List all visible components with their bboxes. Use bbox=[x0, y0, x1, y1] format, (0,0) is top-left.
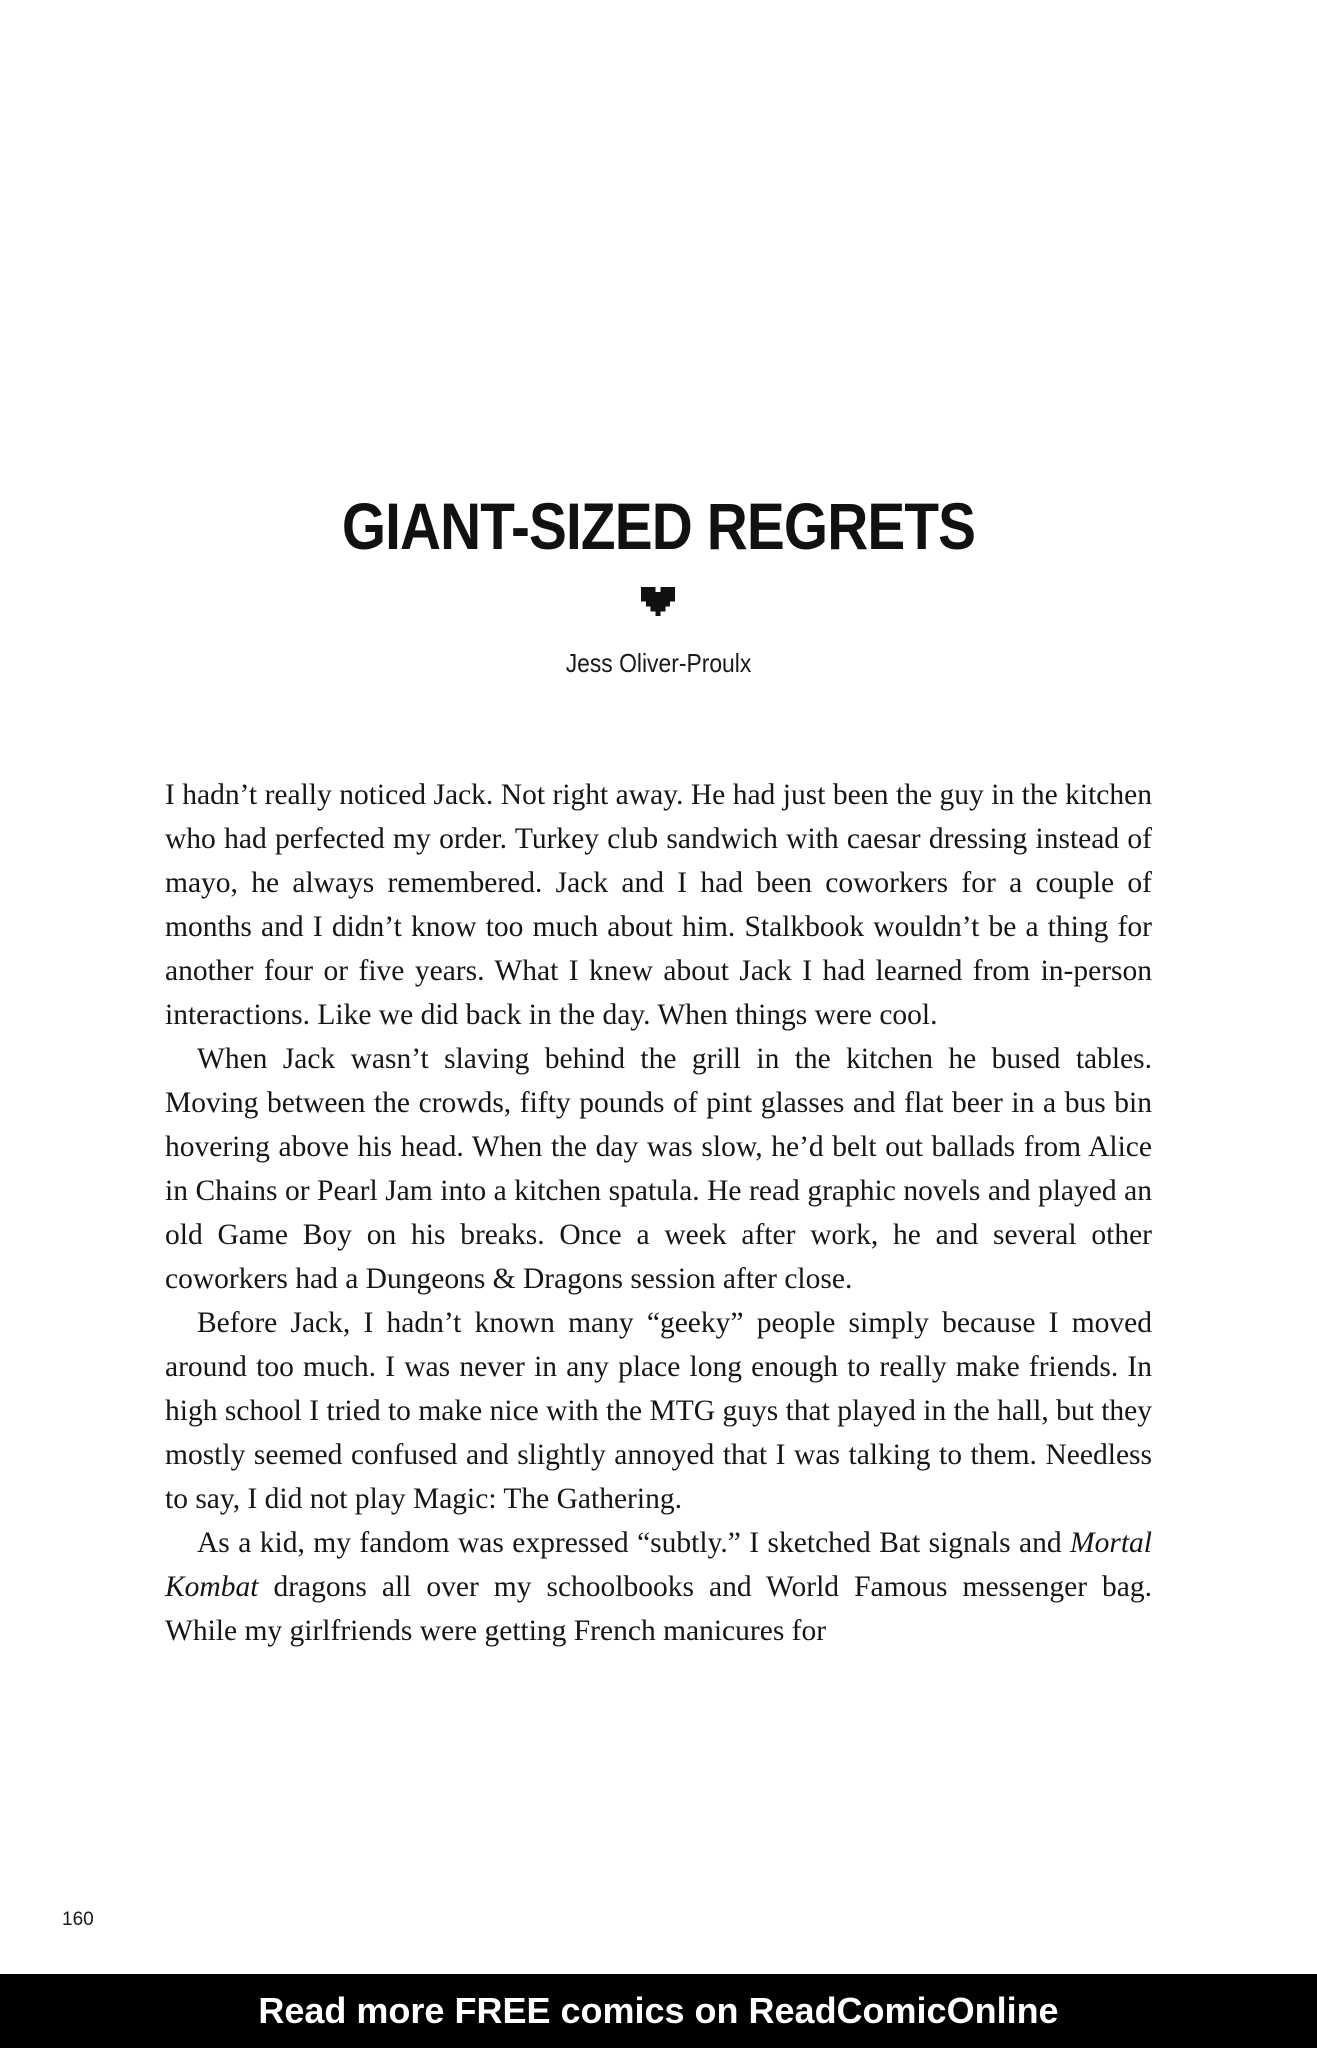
paragraph-4-text-end: dragons all over my schoolbooks and World Famous messenger bag. While my girlfriends were getting French manicures for bbox=[165, 1571, 1152, 1647]
story-body bbox=[165, 773, 1152, 1653]
paragraph-4 bbox=[165, 1521, 1152, 1653]
story-title: GIANT-SIZED REGRETS bbox=[341, 489, 976, 563]
paragraph-3: Before Jack, I hadn’t known many “geeky” people simply because I moved around too much. I was never in any place long enough to really make friends. In high school I tried to make nice with the MTG guys that played in the hall, but they mostly seemed confused and slightly annoyed that I was talking to them. Needless to say, I did not play Magic: The Gathering. bbox=[165, 1307, 1152, 1515]
paragraph-4-text-start: As a kid, my fandom was expressed “subtly.” I sketched Bat signals and bbox=[197, 1527, 1071, 1559]
pixel-heart-icon bbox=[641, 587, 675, 621]
promo-banner-link[interactable]: Read more FREE comics on ReadComicOnline bbox=[0, 1974, 1317, 2048]
page-number: 160 bbox=[62, 1909, 94, 1930]
story-author: Jess Oliver-Proulx bbox=[565, 648, 752, 678]
paragraph-1: I hadn’t really noticed Jack. Not right away. He had just been the guy in the kitchen who had perfected my order. Turkey club sandwich with caesar dressing instead of mayo, he always remembered. Jack and I had been coworkers for a couple of months and I didn’t know too much about him. Stalkbook wouldn’t be a thing for another four or five years. What I knew about Jack I had learned from in-person interactions. Like we did back in the day. When things were cool. bbox=[165, 779, 1152, 1031]
paragraph-4-italic-title: Mortal Kombat bbox=[165, 1527, 1152, 1603]
paragraph-2: When Jack wasn’t slaving behind the grill in the kitchen he bused tables. Moving between the crowds, fifty pounds of pint glasses and flat beer in a bus bin hovering above his head. When the day was slow, he’d belt out ballads from Alice in Chains or Pearl Jam into a kitchen spatula. He read graphic novels and played an old Game Boy on his breaks. Once a week after work, he and several other coworkers had a Dungeons & Dragons session after close. bbox=[165, 1043, 1152, 1295]
